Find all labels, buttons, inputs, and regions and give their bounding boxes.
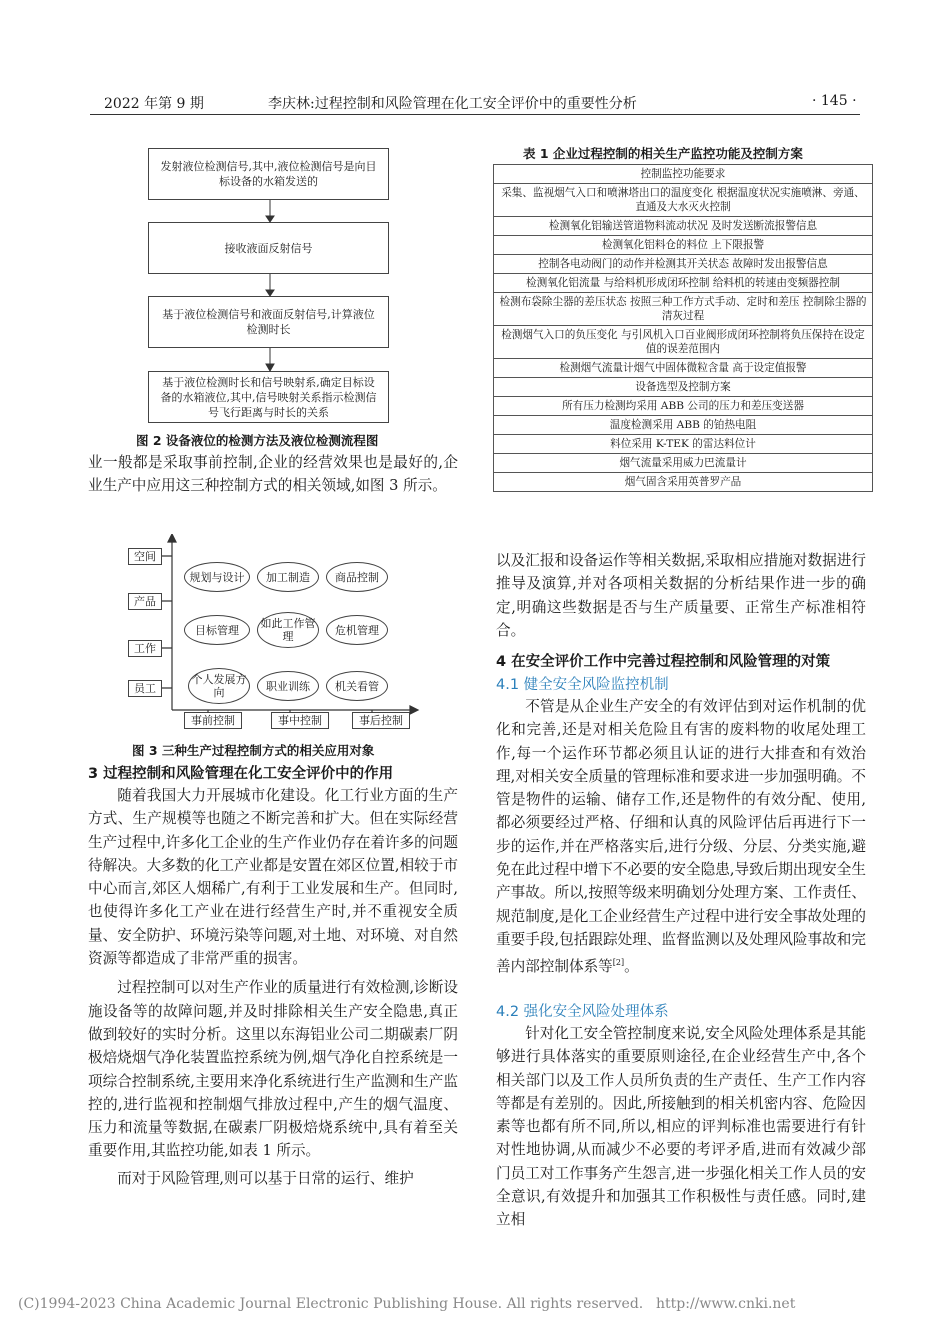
flow-arrows	[260, 200, 280, 372]
y-label-space: 空间	[128, 548, 162, 565]
flow-step-2: 接收液面反射信号	[148, 222, 389, 274]
table-row	[494, 473, 873, 492]
table-cell: 检测烟气流量计烟气中固体微粒含量 高于设定值报警	[494, 359, 873, 378]
table-row	[494, 435, 873, 454]
item-processing: 加工制造	[257, 562, 319, 592]
item-goal-management: 目标管理	[184, 615, 250, 645]
x-label-in-control: 事中控制	[271, 712, 329, 729]
table-1-caption: 表 1 企业过程控制的相关生产监控功能及控制方案	[523, 146, 803, 161]
table-row	[494, 165, 873, 184]
item-planning: 规划与设计	[184, 562, 250, 592]
table-cell: 控制监控功能要求	[494, 165, 873, 184]
table-cell: 检测氧化铝料仓的料位 上下限报警	[494, 236, 873, 255]
section-3-body: 随着我国大力开展城市化建设。化工行业方面的生产方式、生产规模等也随之不断完善和扩大。但在实际经营生产过程中,许多化工企业的生产作业仍存在着许多的问题待解决。大多数的化工产业都是安置在郊区位置,相较于市中心而言,郊区人烟稀广,有利于工业发展和生产。但同时,也使得许多化工产业在进行经营生产时,并不重视安全质量、安全防护、环境污染等问题,对土地、对环境、对自然资源等都造成了非常严重的损害。 过程控制可以对生产作业的质量进行有效检测,诊断设施设备等的故障问题,并及时排除相关生产安全隐患,真正做到较好的实时分析。这里以东海铝业公司二期碳素厂阴极焙烧烟气净化装置监控系统为例,烟气净化自控系统是一项综合控制系统,主要用来净化系统进行生产监测和生产监控的,进行监视和控制烟气排放过程中,产生的烟气温度、压力和流量等数据,在碳素厂阴极焙烧系统中,具有着至关重要作用,其监控功能,如表 1 所示。 而对于风险管理,则可以基于日常的运行、维护	[88, 787, 458, 1187]
item-work-management: 如此工作管理	[257, 612, 319, 648]
section-4-1-title: 4.1 健全安全风险监控机制	[496, 677, 669, 693]
table-cell: 检测氧化铝流量 与给料机形成闭环控制 给料机的转速由变频器控制	[494, 274, 873, 293]
flow-step-4: 基于液位检测时长和信号映射系,确定目标设备的水箱液位,其中,信号映射关系指示检测信号飞行距离与时长的关系	[148, 371, 389, 423]
table-row	[494, 359, 873, 378]
table-row	[494, 184, 873, 217]
table-row	[494, 236, 873, 255]
cnki-url[interactable]: http://www.cnki.net	[656, 1296, 796, 1312]
running-title: 李庆林:过程控制和风险管理在化工安全评价中的重要性分析	[268, 96, 637, 112]
table-row	[494, 454, 873, 473]
x-label-post-control: 事后控制	[352, 712, 410, 729]
item-personal-development: 个人发展方向	[188, 668, 250, 704]
section-4-2-title: 4.2 强化安全风险处理体系	[496, 1004, 669, 1020]
left-intro-paragraph: 业一般都是采取事前控制,企业的经营效果也是最好的,企业生产中应用这三种控制方式的相关领域,如图 3 所示。	[88, 454, 458, 495]
y-label-work: 工作	[128, 640, 162, 657]
item-vocational-training: 职业训练	[257, 671, 319, 701]
table-cell: 控制各电动阀门的动作并检测其开关状态 故障时发出报警信息	[494, 255, 873, 274]
header-rule	[90, 114, 860, 115]
table-row	[494, 217, 873, 236]
journal-issue: 2022 年第 9 期	[104, 96, 204, 112]
section-3-title: 3 过程控制和风险管理在化工安全评价中的作用	[88, 766, 394, 782]
figure-3-caption: 图 3 三种生产过程控制方式的相关应用对象	[132, 743, 375, 758]
page-number: · 145 ·	[812, 93, 857, 109]
item-goods-control: 商品控制	[326, 562, 388, 592]
table-row	[494, 326, 873, 359]
flow-step-1: 发射液位检测信号,其中,液位检测信号是向目标设备的水箱发送的	[148, 148, 389, 200]
table-cell: 检测烟气入口的负压变化 与引风机入口百业阀形成闭环控制将负压保持在设定值的误差范围内	[494, 326, 873, 359]
y-label-product: 产品	[128, 593, 162, 610]
table-row	[494, 293, 873, 326]
table-row	[494, 416, 873, 435]
table-cell: 温度检测采用 ABB 的铂热电阻	[494, 416, 873, 435]
section-4-2-body: 针对化工安全管控制度来说,安全风险处理体系是其能够进行具体落实的重要原则途径,在企业经营生产中,各个相关部门以及工作人员所负责的生产责任、生产工作内容等都是有差别的。因此,所接触到的相关机密内容、危险因素等也都有所不同,所以,相应的评判标准也需要进行有针对性地协调,从而减少不必要的考评矛盾,进而有效减少部门员工对工作事务产生怨言,进一步强化相关工作人员的安全意识,有效提升和加强其工作积极性与责任感。同时,建立相	[496, 1025, 866, 1229]
flow-step-3: 基于液位检测信号和液面反射信号,计算液位检测时长	[148, 296, 389, 348]
table-cell: 烟气固含采用英普罗产品	[494, 473, 873, 492]
section-4-title: 4 在安全评价工作中完善过程控制和风险管理的对策	[496, 654, 831, 670]
table-cell: 采集、监视烟气入口和喷淋塔出口的温度变化 根据温度状况实施喷淋、旁通、直通及大水灭火控制	[494, 184, 873, 217]
table-cell: 检测氧化铝输送管道物料流动状况 及时发送断流报警信息	[494, 217, 873, 236]
x-label-pre-control: 事前控制	[184, 712, 242, 729]
table-cell: 检测布袋除尘器的差压状态 按照三种工作方式手动、定时和差压 控制除尘器的清灰过程	[494, 293, 873, 326]
figure-2-caption: 图 2 设备液位的检测方法及液位检测流程图	[136, 433, 379, 448]
table-cell: 烟气流量采用威力巴流量计	[494, 454, 873, 473]
table-1	[493, 164, 873, 492]
copyright-footer: (C)1994-2023 China Academic Journal Electronic Publishing House. All rights reserved.	[18, 1296, 644, 1312]
table-row	[494, 378, 873, 397]
citation-ref[interactable]: [2]	[612, 958, 625, 968]
right-intro-paragraph: 以及汇报和设备运作等相关数据,采取相应措施对数据进行推导及演算,并对各项相关数据的分析结果作进一步的确定,明确这些数据是否与生产质量要、正常生产标准相符合。	[496, 552, 866, 639]
table-cell: 设备选型及控制方案	[494, 378, 873, 397]
y-label-staff: 员工	[128, 680, 162, 697]
item-agency-supervision: 机关看管	[326, 671, 388, 701]
table-row	[494, 255, 873, 274]
section-4-1-body: 不管是从企业生产安全的有效评估到对运作机制的优化和完善,还是对相关危险且有害的废料物的收尾处理工作,每一个运作环节都必须且认证的进行大排查和有效治理,对相关安全质量的管理标准和要求进一步加强明确。不管是物件的运输、储存工作,还是物件的有效分配、使用,都必须要经过严格、仔细和认真的风险评估后再进行下一步的运作,并在严格落实后,进行分级、分层、分类实施,避免在此过程中增下不必要的安全隐患,导致后期出现安全生产事故。所以,按照等级来明确划分处理方案、工作责任、规范制度,是化工企业经营生产过程中进行安全事故处理的重要手段,包括跟踪处理、监督监测以及处理风险事故和完善内部控制体系等[2]。	[496, 698, 866, 976]
table-row	[494, 274, 873, 293]
table-cell: 料位采用 K-TEK 的雷达料位计	[494, 435, 873, 454]
item-crisis-management: 危机管理	[326, 615, 388, 645]
table-cell: 所有压力检测均采用 ABB 公司的压力和差压变送器	[494, 397, 873, 416]
table-row	[494, 397, 873, 416]
